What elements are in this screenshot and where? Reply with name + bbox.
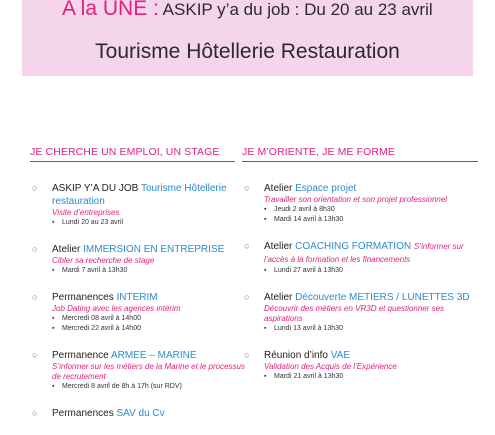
item-title: Réunion d’info VAE [264,350,350,361]
item-highlight: Tourisme Hôtellerie restauration [52,183,227,207]
list-item[interactable] [30,291,250,334]
bullet-icon: ○ [244,350,250,360]
item-highlight: IMMERSION EN ENTREPRISE [83,244,225,255]
une-label: A la UNE : [62,0,159,20]
item-description: Validation des Acquis de l’Expérience [264,362,397,371]
list-item[interactable] [242,182,482,225]
item-date: ▪ Lundi 20 au 23 avril [52,218,250,228]
bullet-icon: ○ [32,183,38,193]
item-date: ▪ Mercredi 22 avril à 14h00 [52,324,250,334]
item-description: Découvrir des métiers en VR3D et questionner ses aspirations [264,304,445,323]
item-title: Permanences INTERIM [52,292,158,303]
item-description: S’informer sur les métiers de la Marine et le processus de recrutement [52,362,245,381]
banner-headline: ASKIP y’a du job : Du 20 au 23 avril [162,0,433,19]
item-title: Atelier COACHING FORMATION S’informer sur l’accès à la formation et les financements [264,241,464,264]
bullet-icon: ○ [32,408,38,418]
item-date: ▪ Mardi 7 avril à 13h30 [52,266,250,276]
column-job-search [30,146,250,435]
column-orientation [242,146,482,397]
item-description: Visite d’entreprises [52,208,120,217]
list-item[interactable] [30,243,250,276]
column-heading: JE CHERCHE UN EMPLOI, UN STAGE [30,146,235,162]
bullet-icon: ○ [32,244,38,254]
item-highlight: COACHING FORMATION [295,241,412,252]
item-date: ▪ Jeudi 2 avril à 8h30 [264,205,482,215]
item-title: Atelier Espace projet [264,183,357,194]
item-date: ▪ Mercredi 08 avril à 14h00 [52,314,250,324]
list-item[interactable] [30,407,250,420]
bullet-icon: ○ [244,183,250,193]
item-date: ▪ Mardi 21 avril à 13h30 [264,372,482,382]
column-heading: JE M’ORIENTE, JE ME FORME [242,146,478,162]
bullet-icon: ○ [244,292,250,302]
item-description: S’informer sur l’accès à la formation et les financements [264,242,464,264]
list-item[interactable] [242,291,482,334]
list-item[interactable] [242,240,482,276]
une-banner [22,0,473,76]
item-description: Travailler son orientation et son projet professionnel [264,195,448,204]
item-highlight: SAV du Cv [116,408,165,419]
item-title: Atelier IMMERSION EN ENTREPRISE [52,244,225,255]
item-date: ▪ Mercredi 8 avril de 8h à 17h (sur RDV) [52,382,250,392]
item-date: ▪ Lundi 13 avril à 13h30 [264,324,482,334]
item-date: ▪ Lundi 27 avril à 13h30 [264,266,482,276]
item-highlight: VAE [330,350,350,361]
item-description: Cibler sa recherche de stage [52,256,155,265]
item-title: Permanences SAV du Cv [52,408,165,419]
bullet-icon: ○ [244,241,250,251]
item-highlight: ARMEE – MARINE [110,350,197,361]
banner-sector: Tourisme Hôtellerie Restauration [95,40,400,63]
list-item[interactable] [30,349,250,392]
banner-headline-line [62,0,433,21]
item-description: Job Dating avec les agences intérim [52,304,181,313]
item-highlight: INTERIM [116,292,158,303]
item-title: Permanence ARMEE – MARINE [52,350,197,361]
item-title: Atelier Découverte METIERS / LUNETTES 3D [264,292,470,303]
item-date: ▪ Mardi 14 avril à 13h30 [264,215,482,225]
item-highlight: Espace projet [295,183,357,194]
list-item[interactable] [30,182,250,228]
list-item[interactable] [242,349,482,382]
item-highlight: Découverte METIERS / LUNETTES 3D [295,292,470,303]
bullet-icon: ○ [32,292,38,302]
item-title: ASKIP Y’A DU JOB Tourisme Hôtellerie restauration [52,183,227,207]
bullet-icon: ○ [32,350,38,360]
